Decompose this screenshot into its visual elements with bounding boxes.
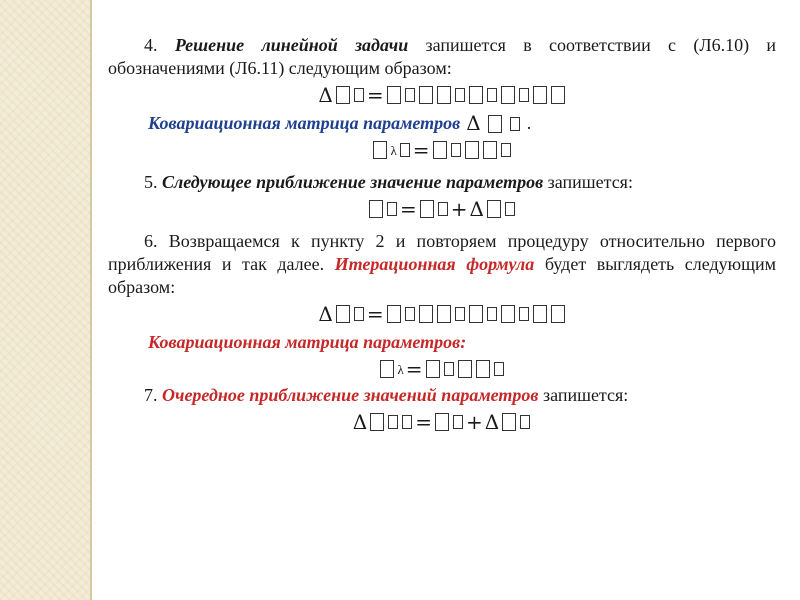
item-5-lead: Следующее приближение значение параметров	[162, 172, 544, 192]
covariance-label-1: Ковариационная матрица параметров	[148, 113, 461, 133]
covariance-label-2: Ковариационная матрица параметров:	[148, 332, 467, 352]
covariance-line-2	[108, 331, 776, 354]
item-5-paragraph: 5. Следующее приближение значение параметров запишется:	[144, 172, 633, 192]
item-6-paragraph: 6. Возвращаемся к пункту 2 и повторяем процедуру относительно первого приближения и так далее. Итерационная формула будет выглядеть следующим образом:	[108, 231, 776, 297]
item-4-lead: Решение линейной задачи	[174, 35, 409, 55]
formula-covariance-1: λ =	[108, 135, 776, 165]
slide-content	[108, 34, 776, 437]
item-4-number: 4.	[144, 35, 158, 55]
formula-final: Δ = + Δ	[108, 407, 776, 437]
formula-next-approximation: = + Δ	[108, 194, 776, 224]
item-4-text: запишется в соответствии с (Л6.10) и обозначениями (Л6.11) следующим образом:	[108, 35, 777, 78]
item-4-paragraph	[108, 34, 776, 80]
formula-covariance-2: λ =	[108, 354, 776, 384]
formula-delta-solution: Δ =	[108, 80, 776, 110]
decorative-side-strip	[0, 0, 90, 600]
formula-iteration: Δ =	[108, 299, 776, 329]
next-approximation-term: Очередное приближение значений параметров	[162, 385, 539, 405]
item-7-paragraph: 7. Очередное приближение значений параметров запишется:	[144, 385, 629, 405]
side-divider	[90, 0, 92, 600]
covariance-line-1: Ковариационная матрица параметров Δ .	[148, 111, 532, 135]
iteration-formula-term: Итерационная формула	[334, 254, 535, 274]
